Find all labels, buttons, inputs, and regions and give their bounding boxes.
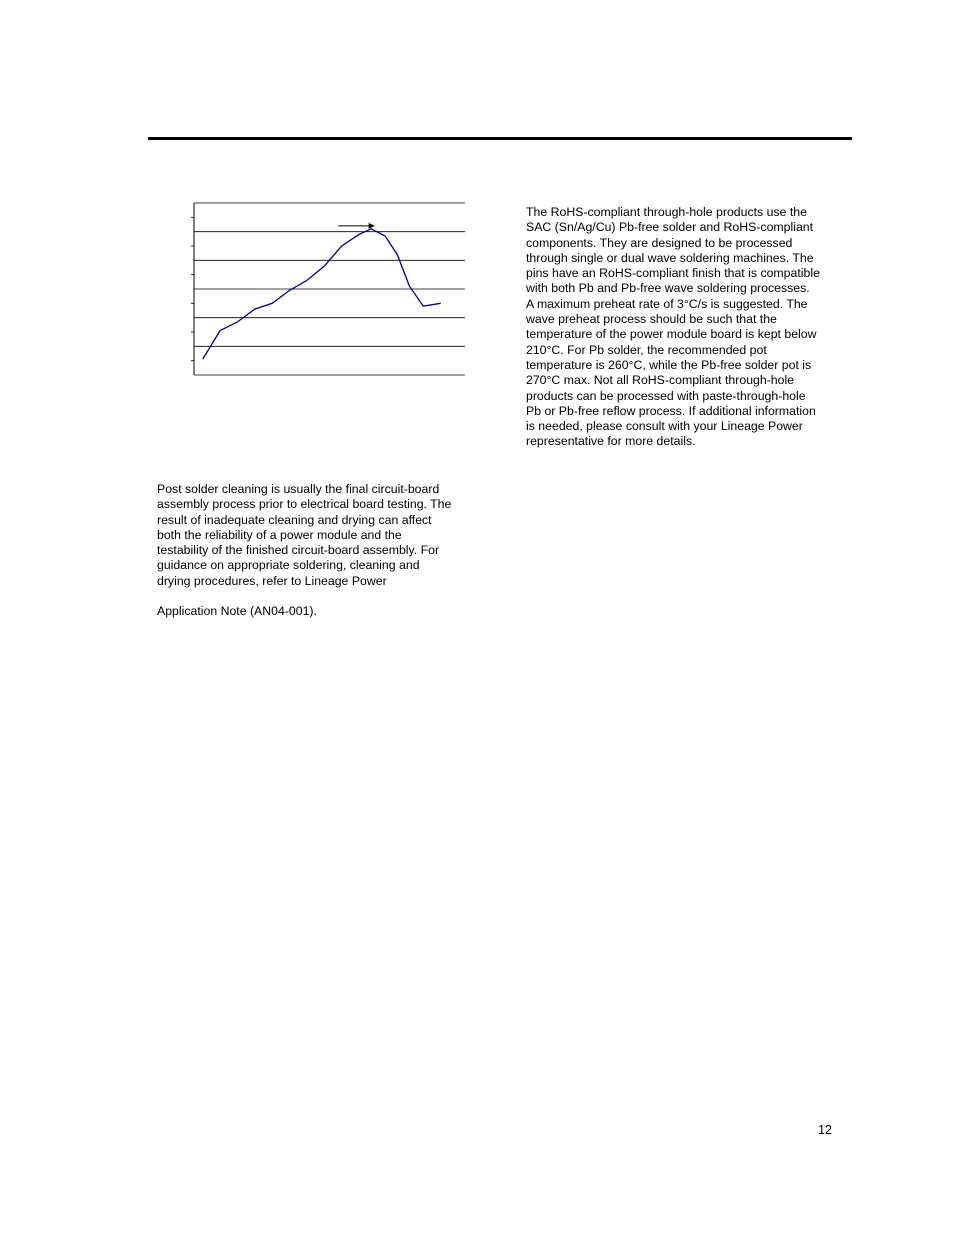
right-line: pins have an RoHS-compliant finish that is compatible (526, 266, 820, 281)
right-line: products can be processed with paste-through-hole (526, 388, 806, 403)
right-line: representative for more details. (526, 434, 696, 449)
left-line: both the reliability of a power module and the (157, 527, 402, 542)
left-line: assembly process prior to electrical board testing. The (157, 497, 452, 512)
arrow-head (369, 223, 375, 229)
header-rule (148, 137, 852, 140)
right-line: SAC (Sn/Ag/Cu) Pb-free solder and RoHS-compliant (526, 220, 814, 235)
post-solder-cleaning-paragraph (157, 482, 487, 619)
right-line: is needed, please consult with your Lineage Power (526, 419, 803, 434)
wave-solder-profile-chart (185, 195, 475, 385)
chart-gridlines (194, 203, 465, 375)
right-line: with both Pb and Pb-free wave soldering processes. (526, 281, 810, 296)
left-line: Post solder cleaning is usually the final circuit-board (157, 482, 440, 496)
wave-soldering-paragraph (526, 205, 856, 450)
profile-line (203, 229, 441, 359)
right-line: A maximum preheat rate of 3°C/s is suggested. The (526, 296, 808, 311)
right-line: Pb or Pb-free reflow process. If additional information (526, 403, 816, 418)
left-line: Application Note (AN04-001). (157, 604, 317, 619)
right-line: components. They are designed to be processed (526, 235, 793, 250)
right-line: 270°C max. Not all RoHS-compliant through-hole (526, 373, 795, 388)
right-line: temperature of the power module board is kept below (526, 327, 817, 342)
left-line: drying procedures, refer to Lineage Power (157, 573, 387, 588)
left-line: result of inadequate cleaning and drying can affect (157, 512, 432, 527)
left-line: guidance on appropriate soldering, cleaning and (157, 558, 420, 573)
peak-arrow-annotation (338, 223, 374, 229)
page-number: 12 (818, 1123, 832, 1137)
right-line: The RoHS-compliant through-hole products use the (526, 205, 807, 219)
right-line: through single or dual wave soldering machines. The (526, 250, 814, 265)
left-line: testability of the finished circuit-board assembly. For (157, 543, 440, 558)
right-line: 210°C. For Pb solder, the recommended pot (526, 342, 767, 357)
right-line: temperature is 260°C, while the Pb-free solder pot is (526, 357, 812, 372)
right-line: wave preheat process should be such that the (526, 312, 777, 327)
